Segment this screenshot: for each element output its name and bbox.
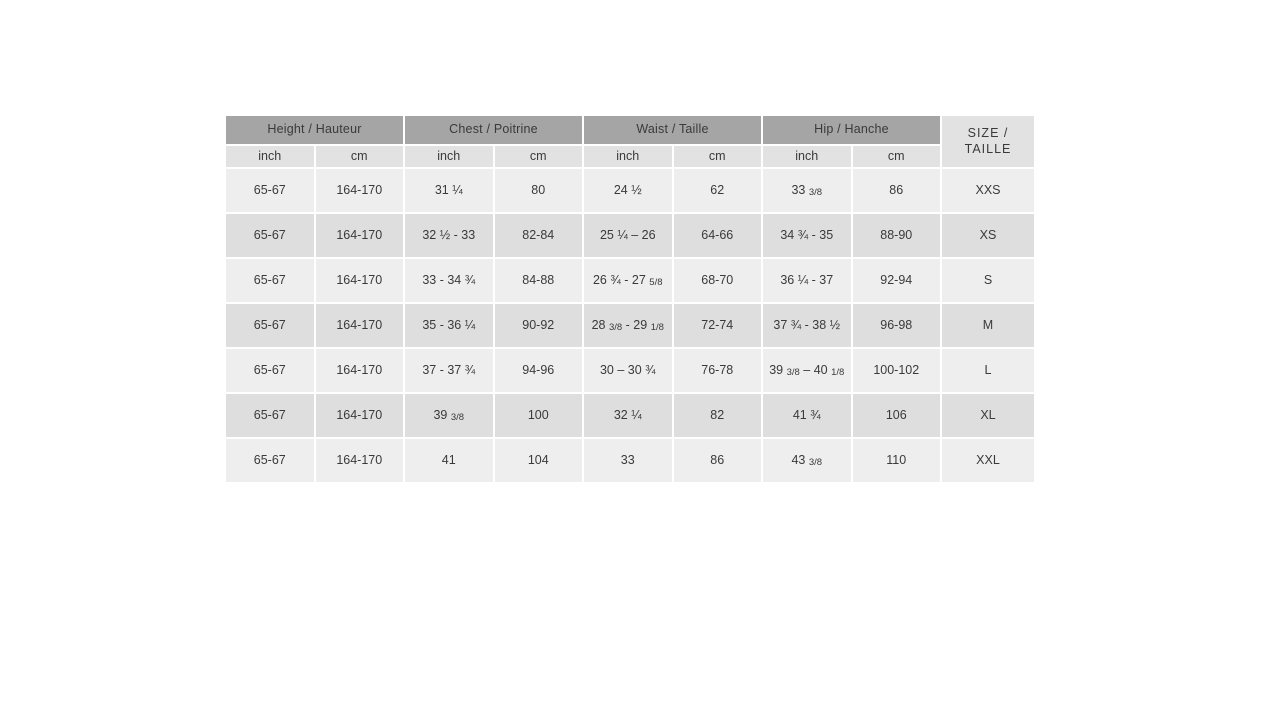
measurement-cell: 34 ¾ - 35: [763, 214, 851, 257]
table-row: [226, 259, 1034, 302]
group-header-waist: Waist / Taille: [584, 116, 761, 144]
measurement-cell: 35 - 36 ¼: [405, 304, 493, 347]
measurement-cell: 92-94: [853, 259, 941, 302]
measurement-cell: 39 3/8: [405, 394, 493, 437]
measurement-cell: 65-67: [226, 439, 314, 482]
group-header-row: [226, 116, 1034, 144]
measurement-cell: 41 ¾: [763, 394, 851, 437]
measurement-cell: 84-88: [495, 259, 583, 302]
measurement-cell: 65-67: [226, 394, 314, 437]
table-row: [226, 349, 1034, 392]
size-label-cell: XXS: [942, 169, 1034, 212]
unit-row: [226, 146, 1034, 167]
unit-cell: inch: [584, 146, 672, 167]
unit-cell: cm: [674, 146, 762, 167]
measurement-cell: 65-67: [226, 259, 314, 302]
measurement-cell: 164-170: [316, 349, 404, 392]
measurement-cell: 28 3/8 - 29 1/8: [584, 304, 672, 347]
measurement-cell: 39 3/8 – 40 1/8: [763, 349, 851, 392]
measurement-cell: 36 ¼ - 37: [763, 259, 851, 302]
measurement-cell: 33 3/8: [763, 169, 851, 212]
table-row: [226, 304, 1034, 347]
measurement-cell: 110: [853, 439, 941, 482]
measurement-cell: 86: [853, 169, 941, 212]
measurement-cell: 164-170: [316, 304, 404, 347]
measurement-cell: 106: [853, 394, 941, 437]
group-header-height: Height / Hauteur: [226, 116, 403, 144]
measurement-cell: 65-67: [226, 304, 314, 347]
group-header-hip: Hip / Hanche: [763, 116, 940, 144]
unit-cell: inch: [763, 146, 851, 167]
unit-cell: inch: [405, 146, 493, 167]
table-row: [226, 169, 1034, 212]
measurement-cell: 164-170: [316, 259, 404, 302]
size-label-cell: XS: [942, 214, 1034, 257]
measurement-cell: 65-67: [226, 214, 314, 257]
measurement-cell: 26 ¾ - 27 5/8: [584, 259, 672, 302]
measurement-cell: 72-74: [674, 304, 762, 347]
measurement-cell: 41: [405, 439, 493, 482]
size-label-cell: L: [942, 349, 1034, 392]
measurement-cell: 33: [584, 439, 672, 482]
measurement-cell: 31 ¼: [405, 169, 493, 212]
size-column-header: SIZE / TAILLE: [942, 116, 1034, 167]
measurement-cell: 37 ¾ - 38 ½: [763, 304, 851, 347]
size-label-cell: XL: [942, 394, 1034, 437]
measurement-cell: 94-96: [495, 349, 583, 392]
measurement-cell: 37 - 37 ¾: [405, 349, 493, 392]
unit-cell: inch: [226, 146, 314, 167]
measurement-cell: 82: [674, 394, 762, 437]
size-label-cell: XXL: [942, 439, 1034, 482]
measurement-cell: 86: [674, 439, 762, 482]
measurement-cell: 76-78: [674, 349, 762, 392]
measurement-cell: 96-98: [853, 304, 941, 347]
measurement-cell: 82-84: [495, 214, 583, 257]
measurement-cell: 88-90: [853, 214, 941, 257]
measurement-cell: 43 3/8: [763, 439, 851, 482]
measurement-cell: 64-66: [674, 214, 762, 257]
measurement-cell: 164-170: [316, 394, 404, 437]
measurement-cell: 80: [495, 169, 583, 212]
measurement-cell: 104: [495, 439, 583, 482]
table-row: [226, 394, 1034, 437]
measurement-cell: 30 – 30 ¾: [584, 349, 672, 392]
unit-cell: cm: [316, 146, 404, 167]
measurement-cell: 100-102: [853, 349, 941, 392]
measurement-cell: 24 ½: [584, 169, 672, 212]
measurement-cell: 100: [495, 394, 583, 437]
size-label-cell: M: [942, 304, 1034, 347]
measurement-cell: 164-170: [316, 214, 404, 257]
size-chart-body: [226, 116, 1034, 482]
measurement-cell: 65-67: [226, 169, 314, 212]
measurement-cell: 90-92: [495, 304, 583, 347]
measurement-cell: 33 - 34 ¾: [405, 259, 493, 302]
measurement-cell: 25 ¼ – 26: [584, 214, 672, 257]
unit-cell: cm: [853, 146, 941, 167]
size-chart-table: [224, 114, 1036, 484]
table-row: [226, 439, 1034, 482]
measurement-cell: 32 ½ - 33: [405, 214, 493, 257]
size-label-cell: S: [942, 259, 1034, 302]
group-header-chest: Chest / Poitrine: [405, 116, 582, 144]
measurement-cell: 164-170: [316, 439, 404, 482]
measurement-cell: 68-70: [674, 259, 762, 302]
measurement-cell: 32 ¼: [584, 394, 672, 437]
measurement-cell: 62: [674, 169, 762, 212]
unit-cell: cm: [495, 146, 583, 167]
table-row: [226, 214, 1034, 257]
measurement-cell: 164-170: [316, 169, 404, 212]
measurement-cell: 65-67: [226, 349, 314, 392]
size-chart-container: [224, 114, 1036, 484]
